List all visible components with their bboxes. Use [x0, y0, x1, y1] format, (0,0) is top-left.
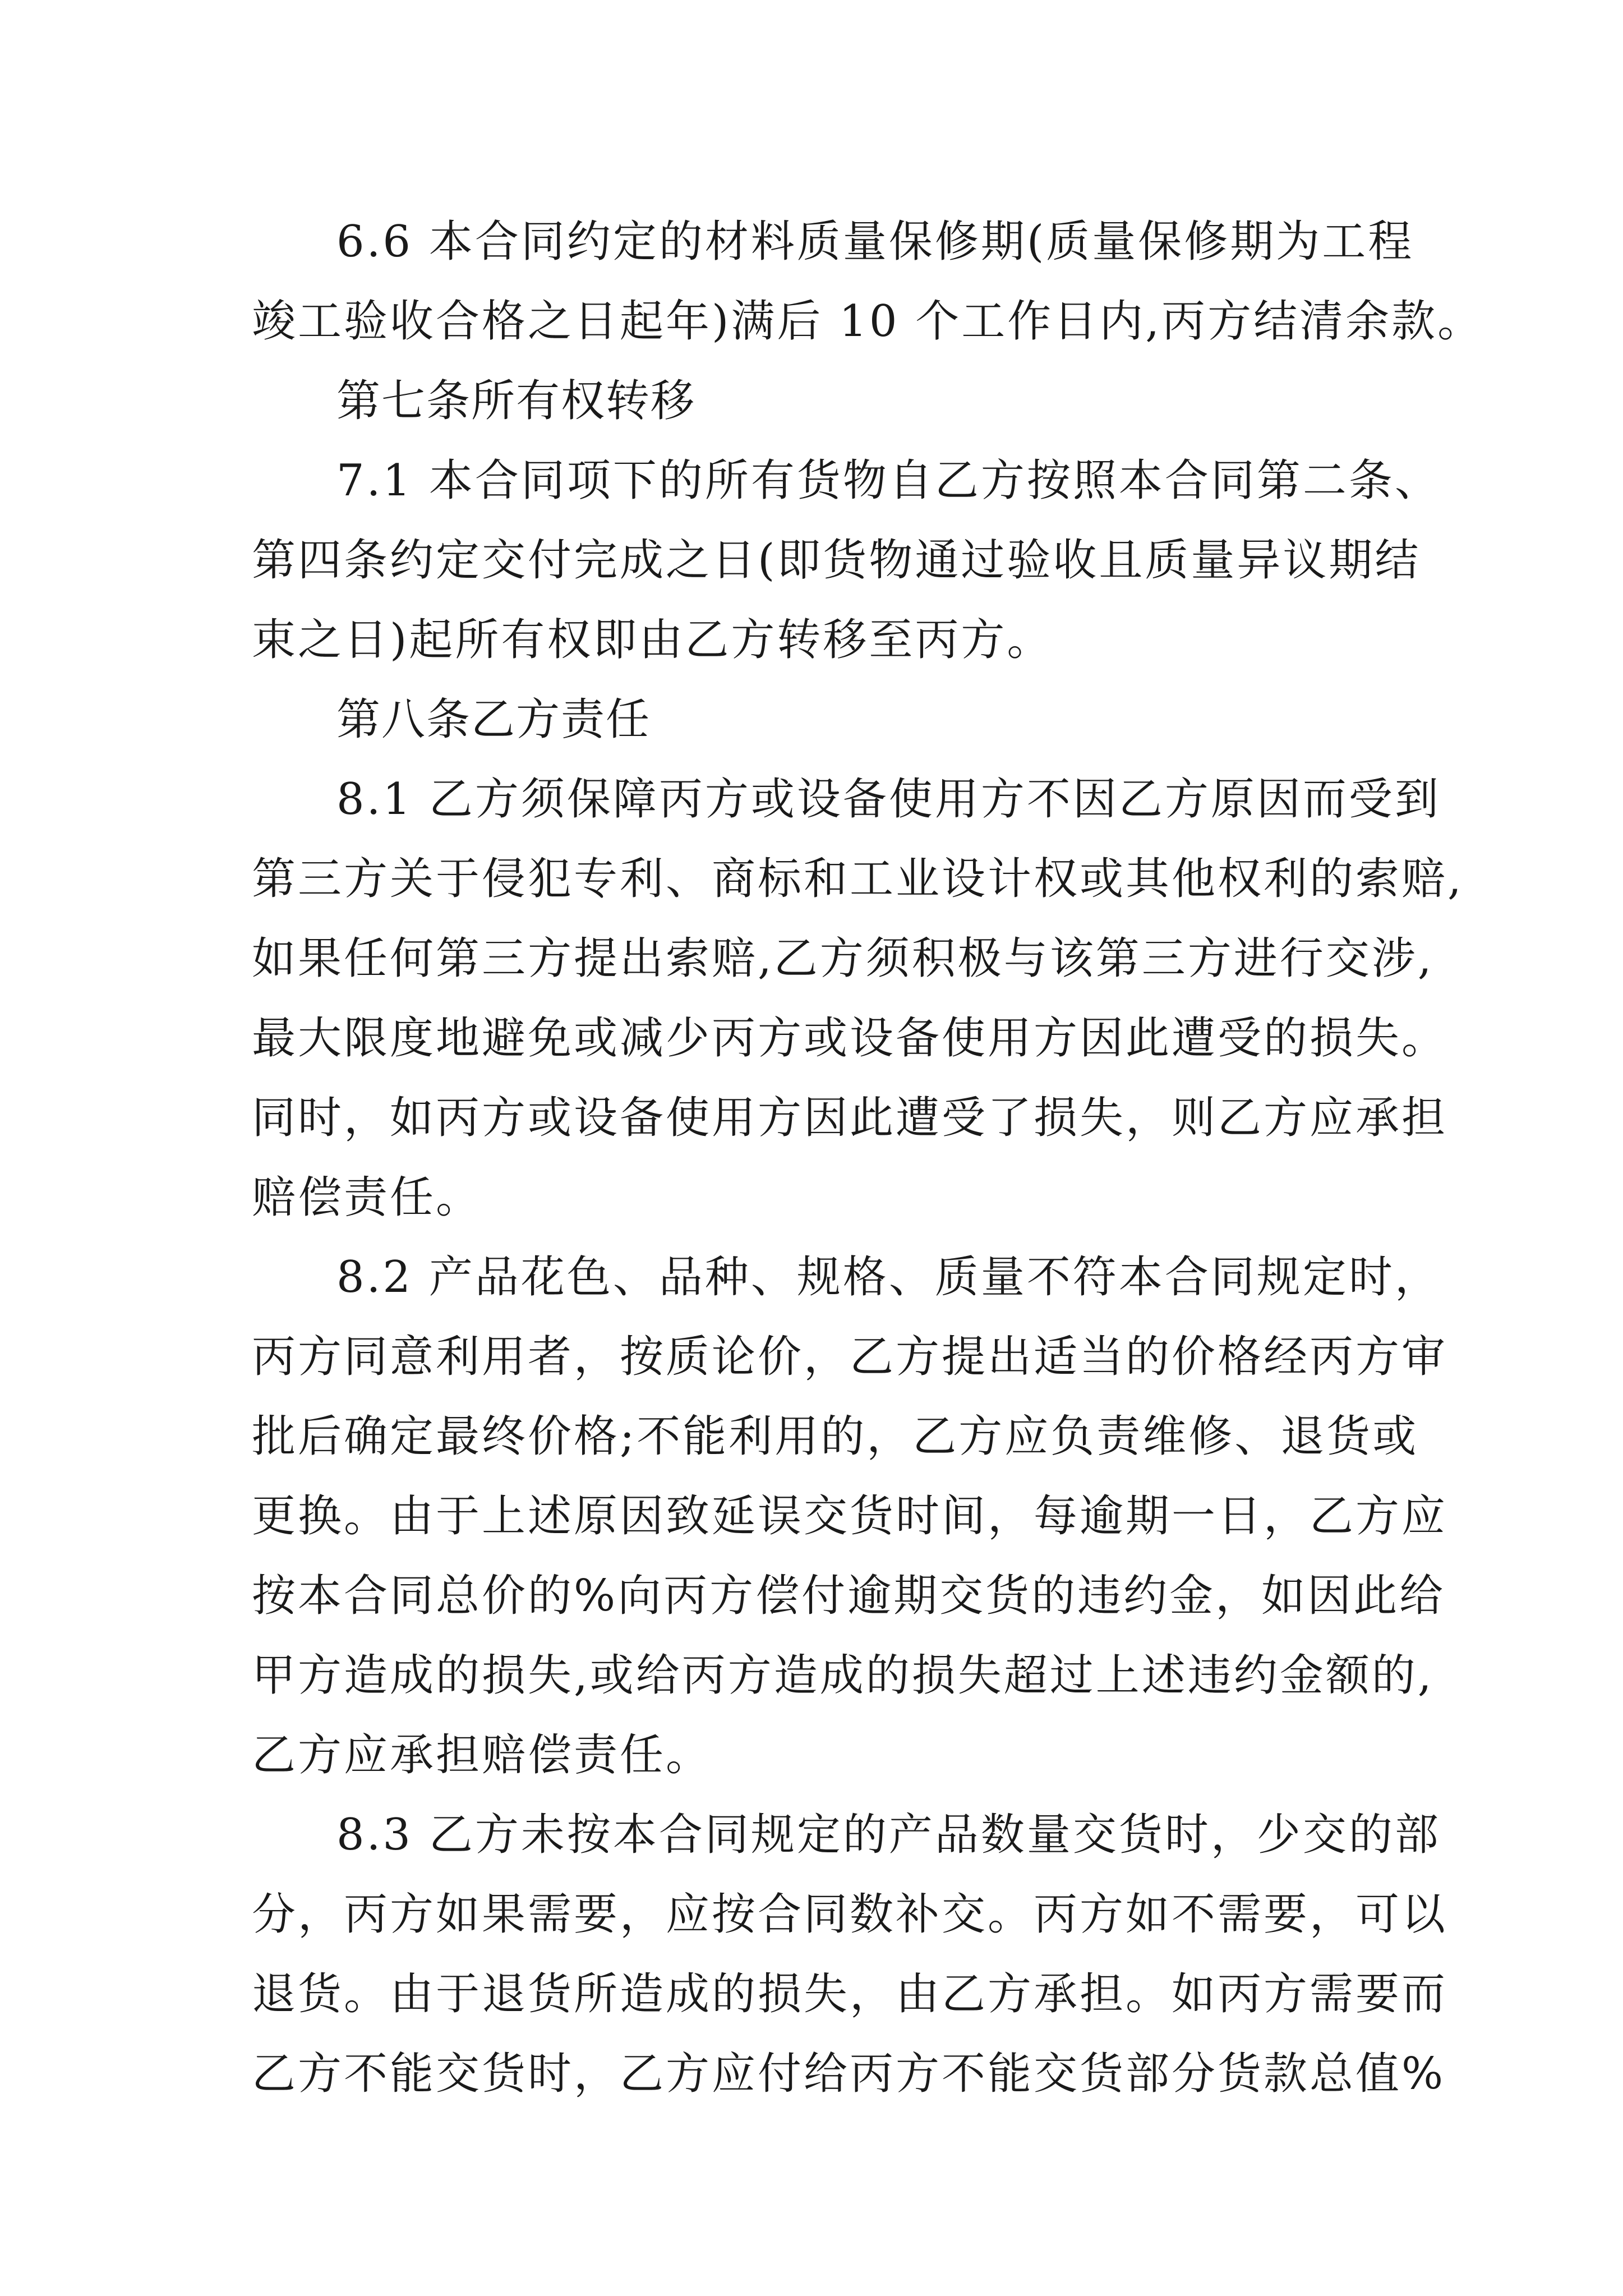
text-line: 第三方关于侵犯专利、商标和工业设计权或其他权利的索赔,: [252, 854, 1464, 904]
text-line: 如果任何第三方提出索赔,乙方须积极与该第三方进行交涉,: [252, 933, 1434, 984]
section-heading: 第八条乙方责任: [336, 694, 651, 745]
text-line: 更换。由于上述原因致延误交货时间，每逾期一日，乙方应: [252, 1491, 1448, 1542]
text-line: 8.2 产品花色、品种、规格、质量不符本合同规定时，: [336, 1252, 1441, 1303]
text-line: 按本合同总价的%向丙方偿付逾期交货的违约金，如因此给: [252, 1571, 1446, 1621]
text-line: 乙方应承担赔偿责任。: [252, 1730, 712, 1780]
text-line: 6.6 本合同约定的材料质量保修期(质量保修期为工程: [336, 217, 1414, 267]
text-line: 退货。由于退货所造成的损失，由乙方承担。如丙方需要而: [252, 1969, 1448, 2019]
text-line: 批后确定最终价格;不能利用的，乙方应负责维修、退货或: [252, 1411, 1419, 1462]
section-heading: 第七条所有权转移: [336, 376, 696, 426]
text-line: 8.3 乙方未按本合同规定的产品数量交货时，少交的部: [336, 1810, 1441, 1860]
text-line: 分，丙方如果需要，应按合同数补交。丙方如不需要，可以: [252, 1889, 1448, 1940]
text-line: 最大限度地避免或减少丙方或设备使用方因此遭受的损失。: [252, 1013, 1448, 1064]
text-line: 乙方不能交货时，乙方应付给丙方不能交货部分货款总值%: [252, 2049, 1446, 2099]
text-line: 8.1 乙方须保障丙方或设备使用方不因乙方原因而受到: [336, 774, 1441, 825]
text-line: 7.1 本合同项下的所有货物自乙方按照本合同第二条、: [336, 455, 1441, 506]
text-line: 束之日)起所有权即由乙方转移至丙方。: [252, 615, 1053, 665]
text-line: 竣工验收合格之日起年)满后 10 个工作日内,丙方结清余款。: [252, 296, 1484, 347]
text-line: 赔偿责任。: [252, 1172, 482, 1223]
text-line: 丙方同意利用者，按质论价，乙方提出适当的价格经丙方审: [252, 1332, 1448, 1382]
text-line: 甲方造成的损失,或给丙方造成的损失超过上述违约金额的,: [252, 1650, 1434, 1701]
text-line: 同时，如丙方或设备使用方因此遭受了损失，则乙方应承担: [252, 1093, 1448, 1143]
text-line: 第四条约定交付完成之日(即货物通过验收且质量异议期结: [252, 535, 1421, 586]
